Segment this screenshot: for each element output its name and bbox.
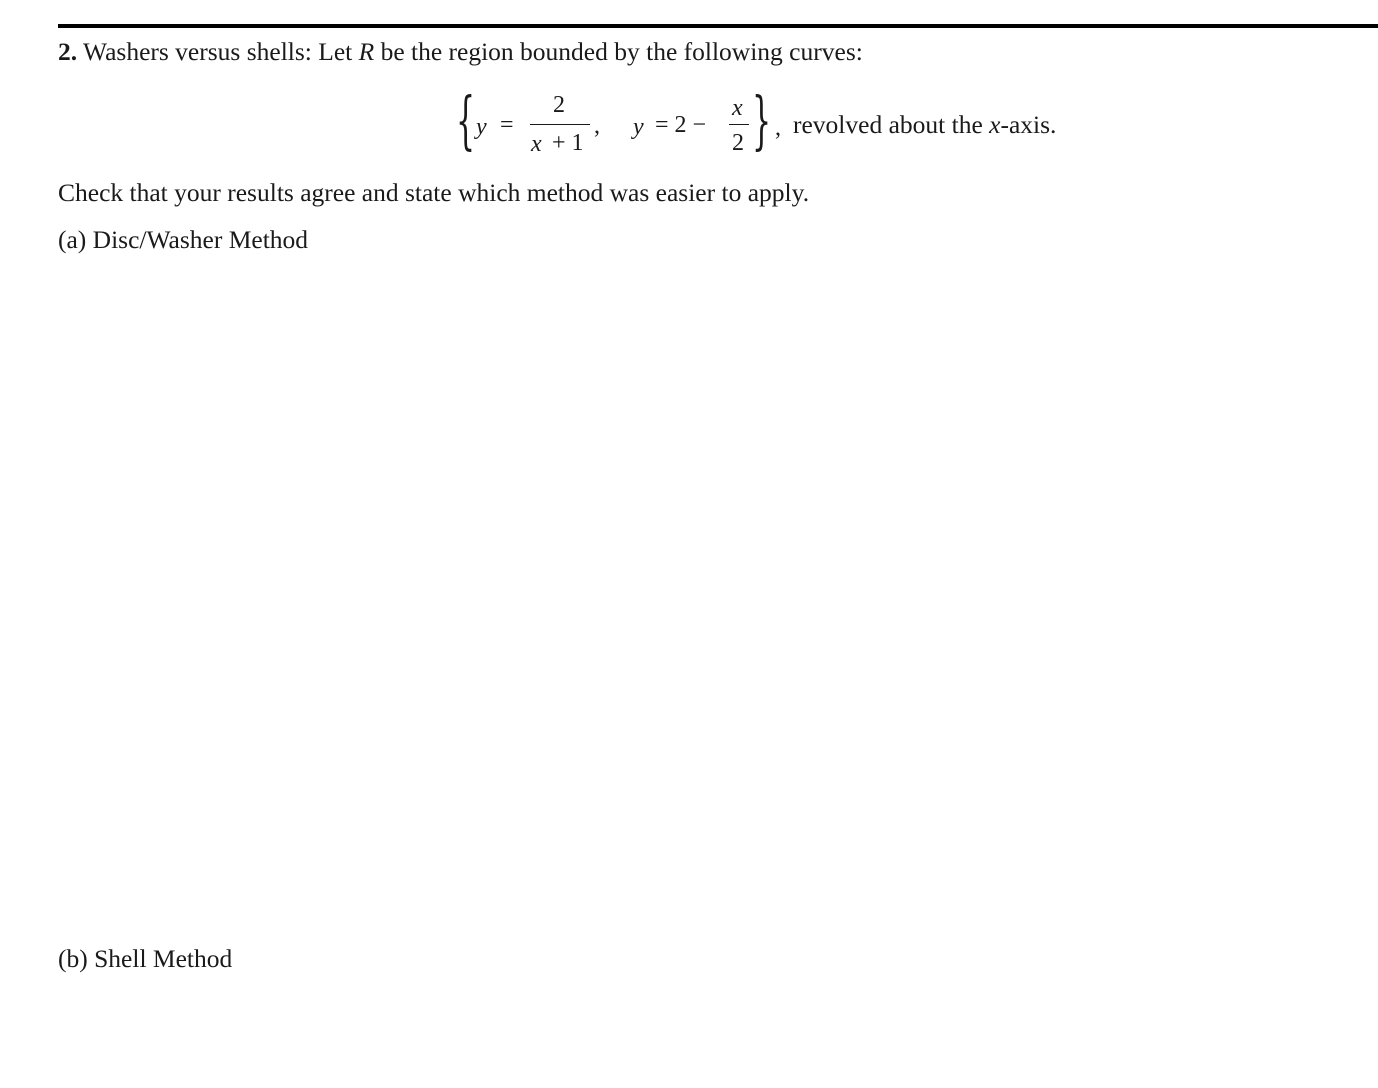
curve1-equals: = bbox=[500, 112, 514, 138]
curve2-denominator: 2 bbox=[732, 130, 744, 156]
curve2-fraction-bar bbox=[729, 124, 749, 125]
tail-before: revolved about the bbox=[793, 110, 983, 139]
part-a-heading: (a) Disc/Washer Method bbox=[58, 225, 309, 254]
region-symbol: R bbox=[358, 37, 375, 66]
check-instruction: Check that your results agree and state which method was easier to apply. bbox=[58, 178, 810, 207]
problem-number: 2. bbox=[58, 37, 78, 66]
revolution-description bbox=[793, 109, 1056, 141]
problem-intro: Washers versus shells: Let bbox=[83, 37, 353, 66]
left-brace: { bbox=[456, 85, 476, 159]
curve1-lhs: y bbox=[476, 114, 487, 140]
curve1-numerator: 2 bbox=[553, 92, 565, 118]
display-equation bbox=[0, 0, 1378, 170]
tail-after: -axis. bbox=[1000, 110, 1057, 139]
problem-intro-rest: be the region bounded by the following curves: bbox=[380, 37, 863, 66]
curve2-lhs: y bbox=[633, 114, 644, 140]
curve1-denominator-var: x bbox=[531, 131, 542, 157]
right-brace: } bbox=[752, 85, 772, 159]
curve1-denominator-rest: + 1 bbox=[552, 130, 584, 156]
part-b-heading: (b) Shell Method bbox=[58, 944, 233, 973]
curve2-rhs: = 2 − bbox=[655, 112, 707, 138]
trailing-comma: , bbox=[775, 115, 781, 141]
curve1-fraction-bar bbox=[530, 124, 590, 125]
curve1-comma: , bbox=[594, 113, 600, 139]
curve2-numerator: x bbox=[732, 95, 743, 121]
tail-var: x bbox=[989, 110, 1001, 139]
